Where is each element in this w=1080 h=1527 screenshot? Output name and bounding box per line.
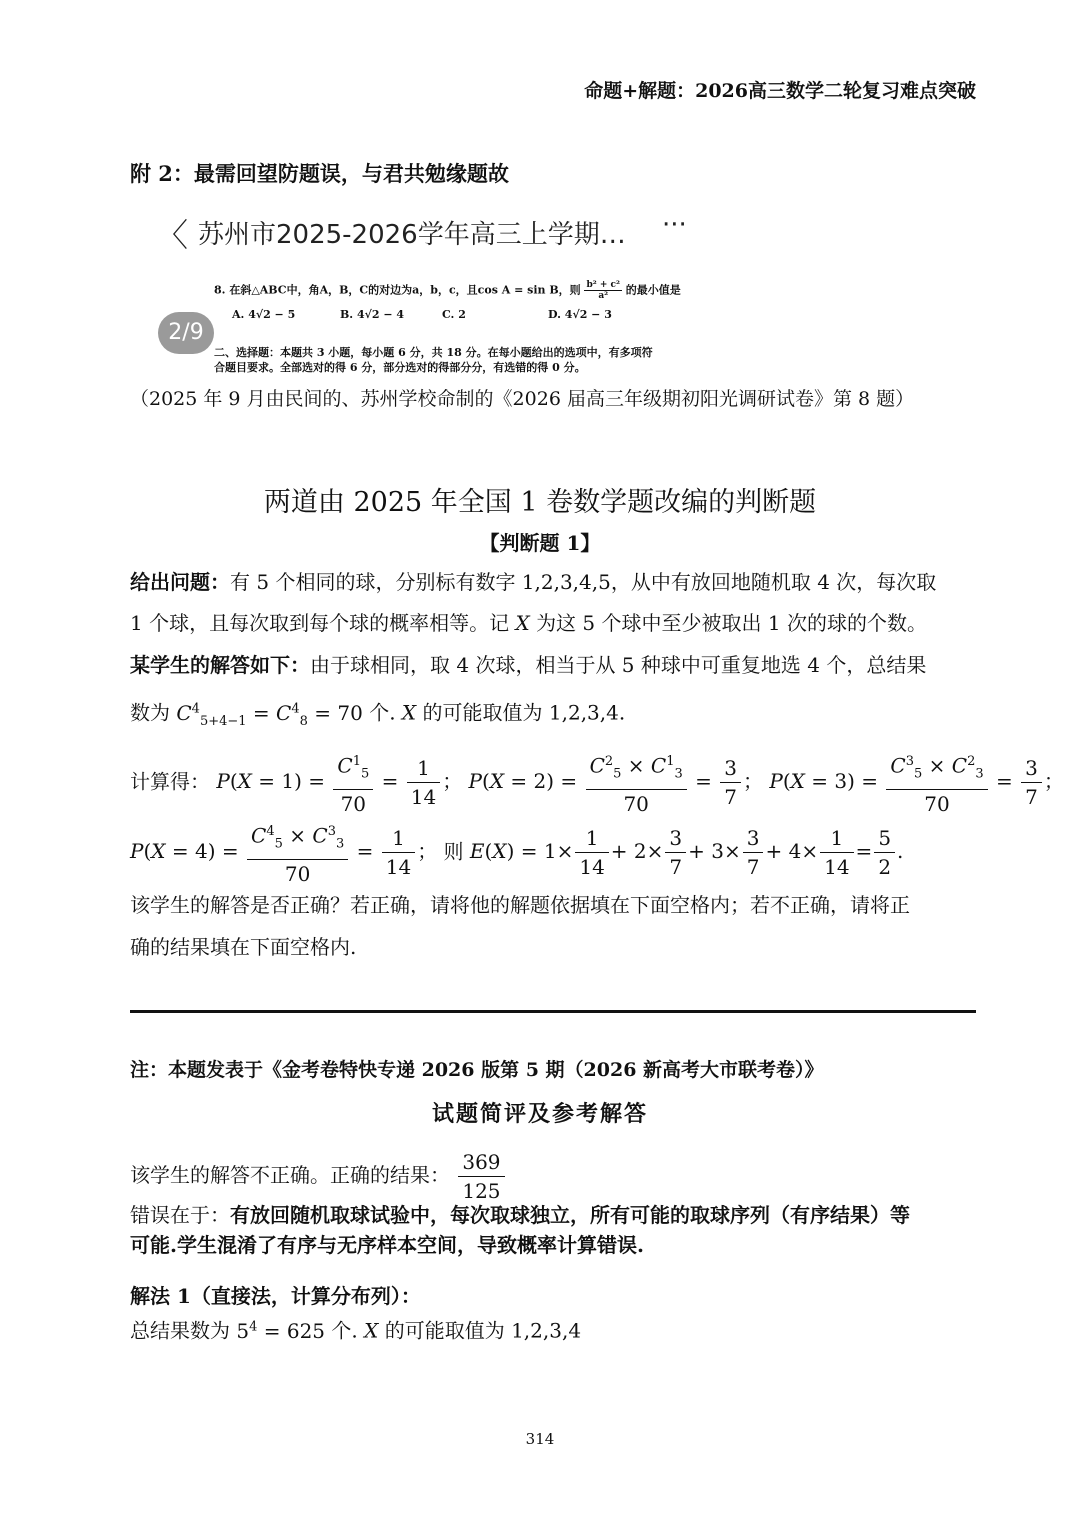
answer-fraction	[458, 1148, 504, 1205]
divider	[130, 1010, 976, 1013]
question-line1: 该学生的解答是否正确？若正确，请将他的解题依据填在下面空格内；若不正确，请将正	[130, 893, 910, 917]
more-icon: ···	[662, 210, 687, 240]
calc-line2	[130, 818, 980, 888]
screenshot-question-fraction	[584, 280, 621, 301]
prob-x1: P(X = 1) = $\frac{C^1_5}{70}$ = $\frac{1}{14}$ ；	[216, 769, 462, 793]
answer-denominator: 125	[462, 1179, 501, 1203]
student-text2c: 的可能取值为 1,2,3,4.	[422, 700, 626, 725]
prob-x3: P(X = 3) = $\frac{C^3_5 \times C^2_3}{70}$ = $\frac{3}{7}$ ；	[769, 769, 1063, 793]
var-x: X	[515, 611, 530, 635]
page-indicator-badge: 2/9	[158, 312, 214, 354]
error-line2: 可能.学生混淆了有序与无序样本空间，导致概率计算错误.	[130, 1233, 644, 1257]
prob-x4: P(X = 4) = $\frac{C^4_5 \times C^3_3}{70}$ = $\frac{1}{14}$ ；	[130, 839, 437, 863]
error-text1: 有放回随机取球试验中，每次取球独立，所有可能的取球序列（有序结果）等	[230, 1203, 910, 1227]
method1-text-b: 个.	[331, 1318, 358, 1343]
var-x: X	[401, 700, 417, 725]
problem-text2b: 为这 5 个球中至少被取出 1 次的球的个数。	[536, 611, 927, 635]
problem-label: 给出问题：	[130, 570, 230, 594]
problem-line2	[130, 611, 980, 636]
method1-text-c: 的可能取值为 1,2,3,4	[384, 1318, 582, 1343]
student-label: 某学生的解答如下：	[130, 653, 310, 677]
problem-text1: 有 5 个相同的球，分别标有数字 1,2,3,4,5，从中有放回地随机取 4 次，每次取	[230, 570, 937, 594]
fraction-denominator: a²	[598, 291, 609, 301]
fraction-numerator: b² + c²	[586, 280, 620, 290]
main-title: 两道由 2025 年全国 1 卷数学题改编的判断题	[263, 487, 817, 518]
calc-label: 计算得：	[130, 769, 210, 794]
student-line1	[130, 653, 980, 678]
screenshot-option-a: A. 4√2 − 5	[232, 308, 296, 321]
review-title: 试题简评及参考解答	[431, 1101, 648, 1127]
answer-line	[130, 1148, 980, 1205]
screenshot-title-bar	[150, 204, 710, 258]
screenshot-question-pre: 8. 在斜△ABC中，角A，B，C的对边为a，b，c，且cos A = sin B，则	[214, 283, 581, 297]
total-outcomes: $5^4 = 625$	[236, 1318, 326, 1343]
student-text2a: 数为	[130, 700, 170, 725]
screenshot-section-line2: 合题目要求。全部选对的得 6 分，部分选对的得部分分，有选错的得 0 分。	[214, 361, 586, 374]
method1-title: 解法 1（直接法，计算分布列）：	[130, 1284, 421, 1308]
problem-text2a: 1 个球，且每次取到每个球的概率相等。记	[130, 611, 510, 635]
calc-then: 则	[443, 839, 464, 864]
embedded-screenshot	[150, 204, 710, 372]
error-line1	[130, 1203, 980, 1228]
sub-title: 【判断题 1】	[479, 531, 601, 555]
screenshot-option-d: D. 4√2 − 3	[548, 308, 612, 321]
prob-x2: P(X = 2) = $\frac{C^2_5 \times C^1_3}{70}$ = $\frac{3}{7}$ ；	[469, 769, 763, 793]
running-header: 命题+解题：2026高三数学二轮复习难点突破	[584, 80, 976, 102]
method1-text-a: 总结果数为	[130, 1318, 230, 1343]
answer-numerator: 369	[458, 1148, 504, 1177]
calc-line1	[130, 748, 1064, 818]
expectation: E(X) = 1× $\frac{1}{14}$ + 2× $\frac{3}{7}$ + 3× $\frac{3}{7}$ + 4× $\frac{1}{14}$ = $\frac{5}{2}$ .	[469, 826, 904, 880]
appendix-title: 附 2：最需回望防题误，与君共勉缘题故	[130, 161, 509, 186]
student-text2b: 个.	[369, 700, 396, 725]
answer-text: 该学生的解答不正确。正确的结果：	[130, 1163, 450, 1187]
screenshot-option-c: C. 2	[442, 308, 466, 321]
back-arrow-icon: 〈	[156, 216, 189, 254]
error-label: 错误在于：	[130, 1203, 230, 1227]
screenshot-question	[214, 280, 681, 301]
publication-note: 注：本题发表于《金考卷特快专递 2026 版第 5 期（2026 新高考大市联考卷）》	[130, 1059, 824, 1081]
student-line2	[130, 696, 980, 734]
screenshot-option-b: B. 4√2 − 4	[340, 308, 405, 321]
screenshot-title: 苏州市2025-2026学年高三上学期…	[198, 220, 626, 250]
screenshot-question-post: 的最小值是	[625, 283, 681, 297]
student-text1: 由于球相同，取 4 次球，相当于从 5 种球中可重复地选 4 个，总结果	[310, 653, 927, 677]
var-x: X	[364, 1318, 379, 1343]
problem-line1	[130, 570, 980, 595]
question-line2: 确的结果填在下面空格内.	[130, 935, 357, 959]
source-note: （2025 年 9 月由民间的、苏州学校命制的《2026 届高三年级期初阳光调研试卷》第 8 题）	[130, 388, 915, 410]
combination-formula: $C^4_{5+4-1} = C^4_8 = 70$	[176, 700, 363, 729]
method1-line	[130, 1314, 980, 1344]
screenshot-section-line1: 二、选择题：本题共 3 小题，每小题 6 分，共 18 分。在每小题给出的选项中，有多项符	[214, 346, 653, 359]
page-number: 314	[525, 1430, 555, 1448]
